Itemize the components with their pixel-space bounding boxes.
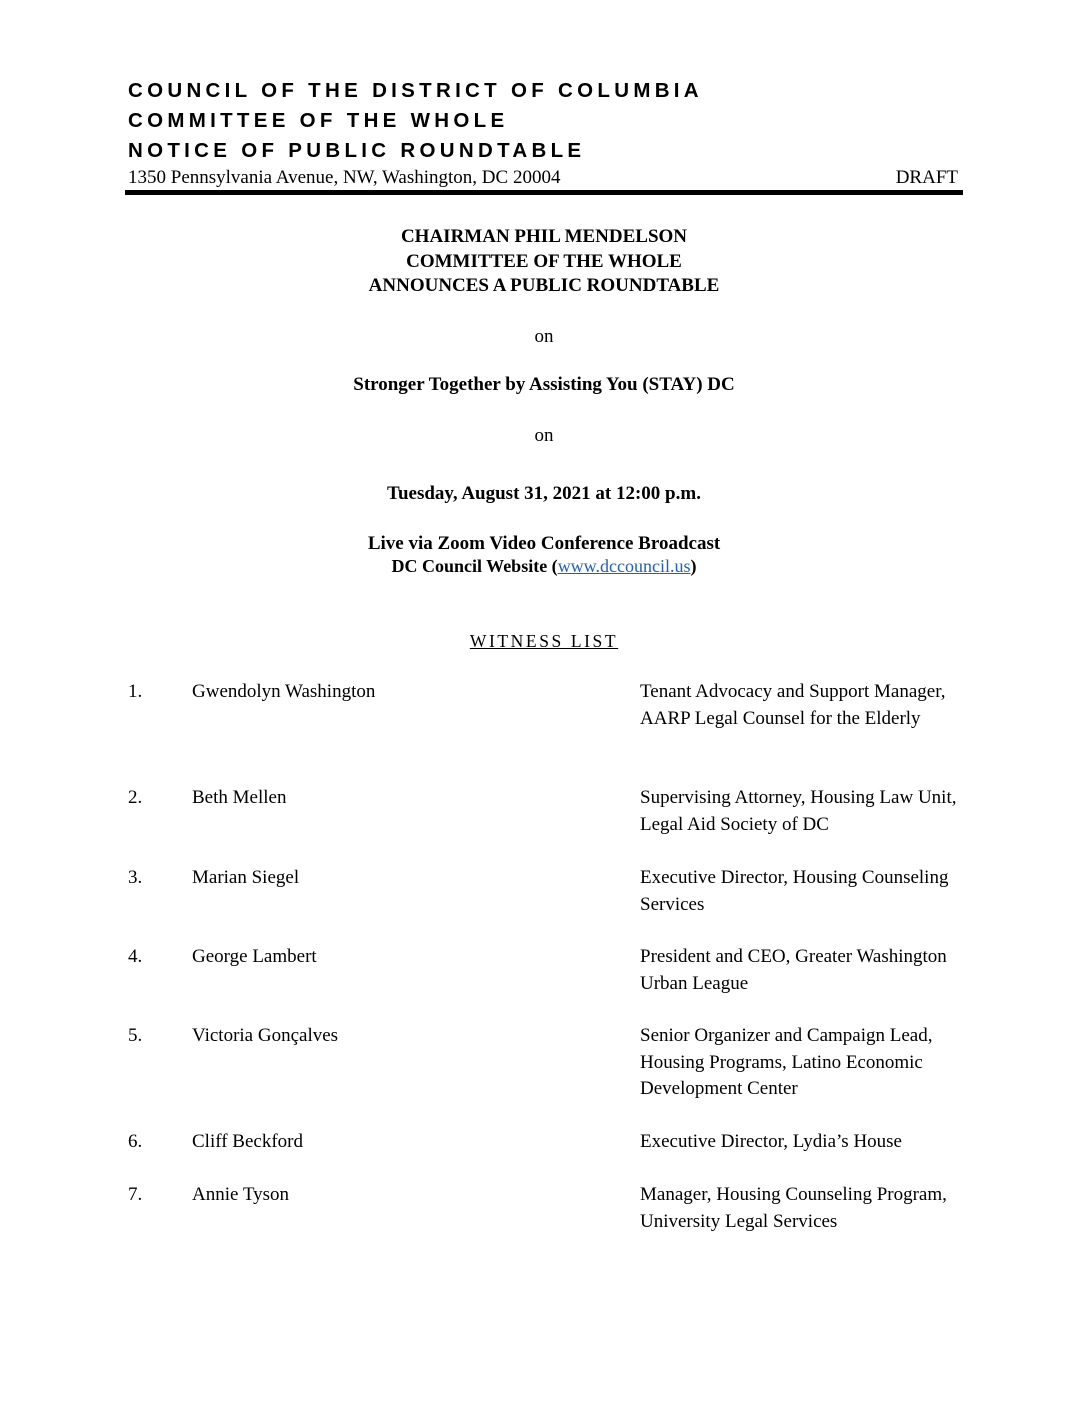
- witness-list-heading: [0, 629, 1088, 653]
- letterhead-committee: COMMITTEE OF THE WHOLE: [128, 109, 509, 132]
- letterhead: [128, 76, 962, 191]
- venue-website: [0, 555, 1088, 578]
- witness-number: 4.: [128, 946, 143, 967]
- announcement-committee: COMMITTEE OF THE WHOLE: [406, 250, 682, 272]
- witness-name: Victoria Gonçalves: [192, 1025, 339, 1046]
- witness-title: Senior Organizer and Campaign Lead, Housing Programs, Latino Economic Development Center: [640, 1025, 933, 1099]
- website-close: ): [690, 556, 697, 576]
- announcement: [0, 225, 1088, 299]
- witness-number: 5.: [128, 1025, 143, 1046]
- witness-name: Marian Siegel: [192, 867, 300, 888]
- draft-label: DRAFT: [895, 167, 958, 188]
- website-label: DC Council Website (: [391, 556, 558, 576]
- witness-title: Supervising Attorney, Housing Law Unit, Legal Aid Society of DC: [640, 787, 957, 835]
- witness-name: George Lambert: [192, 946, 317, 967]
- address-row: [128, 165, 962, 191]
- letterhead-council: COUNCIL OF THE DISTRICT OF COLUMBIA: [128, 79, 703, 102]
- witness-title: Executive Director, Lydia’s House: [640, 1131, 902, 1152]
- witness-name: Cliff Beckford: [192, 1131, 303, 1152]
- letterhead-notice: NOTICE OF PUBLIC ROUNDTABLE: [128, 139, 586, 162]
- venue: [0, 532, 1088, 578]
- roundtable-datetime: Tuesday, August 31, 2021 at 12:00 p.m.: [387, 483, 701, 504]
- witness-name: Gwendolyn Washington: [192, 681, 376, 702]
- witness-number: 6.: [128, 1131, 143, 1152]
- witness-name: Beth Mellen: [192, 787, 287, 808]
- website-link[interactable]: www.dccouncil.us: [557, 556, 691, 576]
- witness-number: 7.: [128, 1184, 143, 1205]
- address: 1350 Pennsylvania Avenue, NW, Washington, DC 20004: [128, 167, 561, 188]
- witness-title: Manager, Housing Counseling Program, University Legal Services: [640, 1184, 947, 1232]
- connector-on-2: on: [534, 425, 554, 446]
- header-rule: [125, 190, 963, 195]
- venue-broadcast: Live via Zoom Video Conference Broadcast: [367, 533, 721, 554]
- witness-number: 3.: [128, 867, 143, 888]
- witness-number: 2.: [128, 787, 143, 808]
- witness-number: 1.: [128, 681, 143, 702]
- witness-title: Executive Director, Housing Counseling Services: [640, 867, 949, 915]
- witness-title: President and CEO, Greater Washington Urban League: [640, 946, 947, 994]
- announcement-chairman: CHAIRMAN PHIL MENDELSON: [400, 226, 688, 247]
- connector-on-1: on: [534, 326, 554, 347]
- roundtable-subject: Stronger Together by Assisting You (STAY) DC: [353, 374, 735, 395]
- witness-list-heading-text: WITNESS LIST: [469, 631, 619, 651]
- witness-title: Tenant Advocacy and Support Manager, AARP Legal Counsel for the Elderly: [640, 681, 946, 729]
- witness-name: Annie Tyson: [192, 1184, 290, 1205]
- announcement-roundtable: ANNOUNCES A PUBLIC ROUNDTABLE: [368, 275, 720, 296]
